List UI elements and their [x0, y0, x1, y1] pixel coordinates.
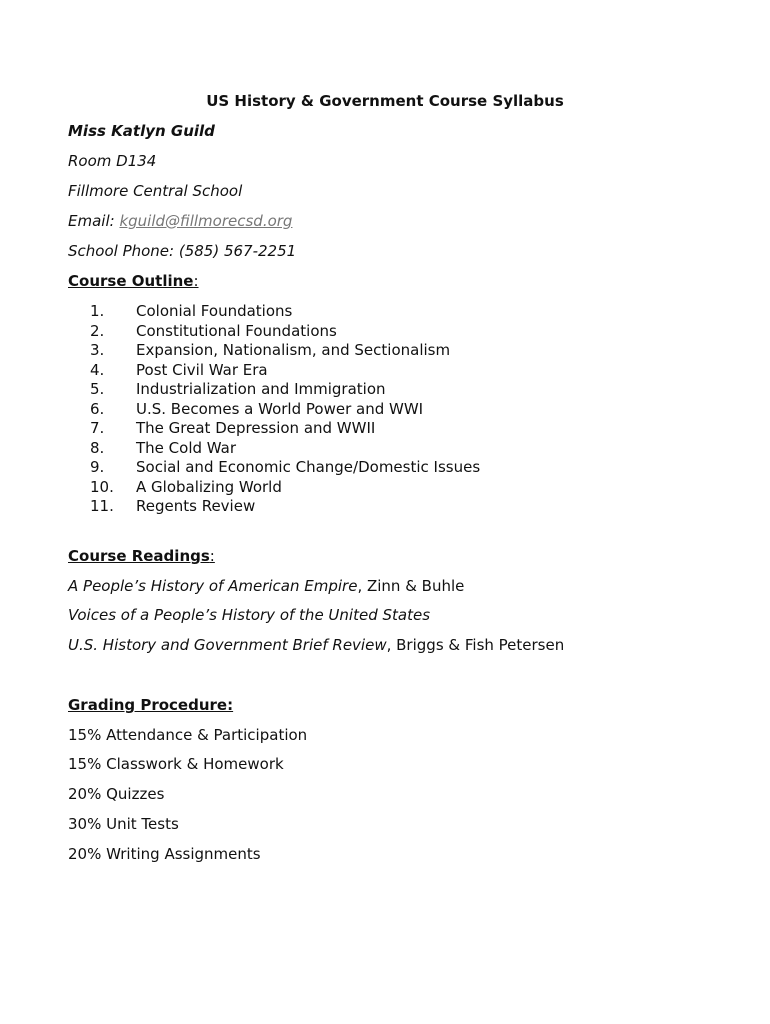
list-item-text: U.S. Becomes a World Power and WWI: [136, 399, 424, 418]
list-item-number: 6.: [90, 399, 105, 418]
course-readings-heading-colon: :: [209, 547, 215, 565]
reading-author: , Briggs & Fish Petersen: [386, 636, 565, 654]
reading-item: [68, 636, 564, 654]
list-item-number: 2.: [90, 321, 105, 340]
list-item-number: 9.: [90, 458, 105, 476]
list-item-text: A Globalizing World: [136, 477, 282, 496]
reading-title: Voices of a People’s History of the United States: [68, 606, 431, 624]
list-item-number: 8.: [90, 438, 105, 457]
grading-item: 15% Classwork & Homework: [68, 755, 284, 773]
email-link[interactable]: kguild@fillmorecsd.org: [119, 212, 293, 230]
list-item-text: Social and Economic Change/Domestic Issues: [136, 458, 481, 476]
list-item-number: 10.: [90, 477, 114, 496]
list-item-number: 3.: [90, 341, 105, 359]
email-line: [68, 212, 292, 230]
course-outline-heading-text: Course Outline: [68, 272, 194, 290]
list-item-number: 1.: [90, 302, 105, 320]
grading-item: 15% Attendance & Participation: [68, 726, 308, 744]
list-item-text: The Cold War: [136, 438, 237, 457]
grading-item: 30% Unit Tests: [68, 815, 179, 833]
reading-item: [68, 606, 430, 624]
list-item-text: Regents Review: [136, 497, 256, 515]
grading-item: 20% Quizzes: [68, 785, 165, 803]
school-name: Fillmore Central School: [68, 182, 243, 200]
page-title: US History & Government Course Syllabus: [206, 92, 564, 110]
list-item-text: The Great Depression and WWII: [136, 419, 376, 437]
reading-title: A People’s History of American Empire: [68, 577, 358, 595]
list-item-number: 7.: [90, 419, 105, 437]
school-phone: School Phone: (585) 567-2251: [68, 242, 297, 260]
reading-author: , Zinn & Buhle: [357, 577, 465, 595]
reading-item: [68, 577, 464, 595]
list-item-text: Expansion, Nationalism, and Sectionalism: [136, 341, 451, 359]
list-item-number: 11.: [90, 497, 114, 515]
course-readings-heading: [68, 547, 215, 565]
grading-procedure-heading-text: Grading Procedure:: [68, 696, 234, 714]
reading-title: U.S. History and Government Brief Review: [68, 636, 387, 654]
list-item-text: Constitutional Foundations: [136, 321, 337, 340]
room-number: Room D134: [68, 152, 157, 170]
course-readings-heading-text: Course Readings: [68, 547, 210, 565]
list-item-text: Industrialization and Immigration: [136, 380, 386, 398]
list-item-number: 5.: [90, 380, 105, 398]
grading-item: 20% Writing Assignments: [68, 845, 261, 863]
grading-procedure-heading: [68, 696, 233, 714]
course-outline-heading-colon: :: [193, 272, 199, 290]
teacher-name: Miss Katlyn Guild: [68, 122, 215, 140]
course-outline-heading: [68, 272, 199, 290]
list-item-text: Colonial Foundations: [136, 302, 293, 320]
list-item-number: 4.: [90, 360, 105, 379]
list-item-text: Post Civil War Era: [136, 360, 268, 379]
email-label: Email:: [68, 212, 120, 230]
